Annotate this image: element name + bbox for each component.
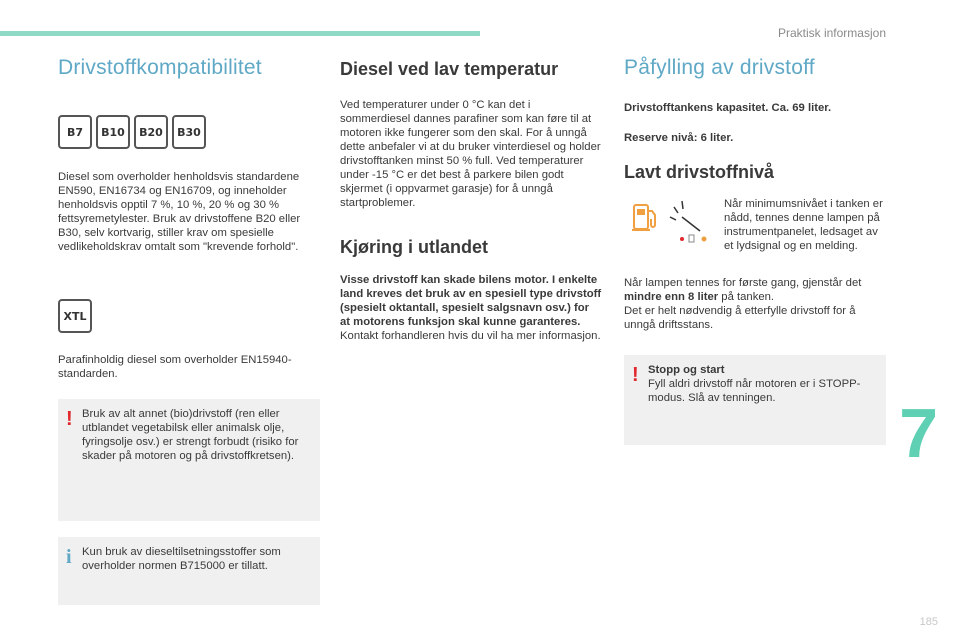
first-lamp-text-start: Når lampen tennes for første gang, gjenstår det: [624, 277, 862, 289]
chapter-number: 7: [899, 394, 938, 472]
section-title: Praktisk informasjon: [777, 26, 886, 40]
low-fuel-lamp-text: Når minimumsnivået i tanken er nådd, tennes denne lampen på instrumentpanelet, ledsaget av et lydsignal og en melding.: [724, 198, 883, 252]
warning-text-fuel: Bruk av alt annet (bio)drivstoff (ren eller utblandet vegetabilsk eller animalsk olje, fyringsolje osv.) er strengt forbudt (risiko for skader på motoren og på drivstoffkretsen).: [82, 408, 299, 462]
fuel-pump-icon: [624, 197, 714, 253]
column-fuel-compatibility: [58, 52, 320, 605]
first-lamp-text-bold: mindre enn 8 liter: [624, 291, 719, 303]
low-fuel-indicator-row: [624, 197, 886, 253]
warning-box-fuel: [58, 399, 320, 521]
paragraph-first-lamp: [624, 276, 886, 304]
badge-xtl: XTL: [58, 299, 92, 333]
warning-box-stop-start: [624, 355, 886, 445]
badge-b10: B10: [96, 115, 130, 149]
first-lamp-text-end: på tanken.: [718, 291, 775, 303]
badge-b20: B20: [134, 115, 168, 149]
header-accent-bar: [0, 31, 480, 36]
paragraph-contact-dealer: Kontakt forhandleren hvis du vil ha mer informasjon.: [340, 330, 601, 342]
paragraph-diesel-standards: Diesel som overholder henholdsvis standardene EN590, EN16734 og EN16709, og inneholder henholdsvis opptil 7 %, 10 %, 20 % og 30 % fettsyremetylester. Bruk av drivstoffene B20 eller B30, selv kortvarig, stiller krav om spesielle vedlikeholdskrav omtalt som "krevende forhold".: [58, 171, 301, 253]
paragraph-low-temp: Ved temperaturer under 0 °C kan det i sommerdiesel dannes parafiner som kan føre til at motoren ikke fungerer som den skal. For å unngå dette anbefaler vi at du bruker vinterdiesel og holder drivstofftanken minst 50 % full. Ved temperaturer under -15 °C er det best å parkere bilen godt skjermet (i oppvarmet garasje) for å unngå startproblemer.: [340, 99, 601, 209]
heading-refuelling: Påfylling av drivstoff: [624, 56, 815, 79]
column-diesel-cold: [340, 52, 602, 343]
warning-icon: !: [632, 364, 639, 386]
fuel-gauge-illustration: [624, 197, 714, 253]
xtl-badge-row: [58, 299, 320, 333]
reserve-level: Reserve nivå: 6 liter.: [624, 132, 734, 144]
info-box-additives: [58, 537, 320, 605]
info-icon: i: [66, 546, 72, 568]
fuel-badges: [58, 115, 320, 149]
heading-driving-abroad: Kjøring i utlandet: [340, 237, 488, 257]
paragraph-paraffinic-diesel: Parafinholdig diesel som overholder EN15940-standarden.: [58, 354, 292, 380]
heading-diesel-low-temp: Diesel ved lav temperatur: [340, 59, 559, 79]
warning-text-stop-start: Fyll aldri drivstoff når motoren er i STOPP-modus. Slå av tenningen.: [648, 378, 861, 404]
tank-capacity: Drivstofftankens kapasitet. Ca. 69 liter.: [624, 102, 832, 114]
paragraph-refill-required: Det er helt nødvendig å etterfylle drivstoff for å unngå driftsstans.: [624, 305, 856, 331]
badge-b7: B7: [58, 115, 92, 149]
info-text-additives: Kun bruk av dieseltilsetningsstoffer som overholder normen B715000 er tillatt.: [82, 546, 281, 572]
badge-b30: B30: [172, 115, 206, 149]
page-number: 185: [919, 616, 938, 628]
column-refuelling: [624, 52, 886, 445]
warning-title-stop-start: Stopp og start: [648, 364, 725, 376]
warning-icon: !: [66, 408, 73, 430]
heading-low-fuel: Lavt drivstoffnivå: [624, 162, 775, 182]
heading-fuel-compatibility: Drivstoffkompatibilitet: [58, 56, 262, 79]
bold-text-fuel-damage: Visse drivstoff kan skade bilens motor. I enkelte land kreves det bruk av en spesiell type drivstoff (spesielt oktantall, spesielt salgsnavn osv.) for at motorens funksjon skal kunne garanteres.: [340, 274, 602, 328]
